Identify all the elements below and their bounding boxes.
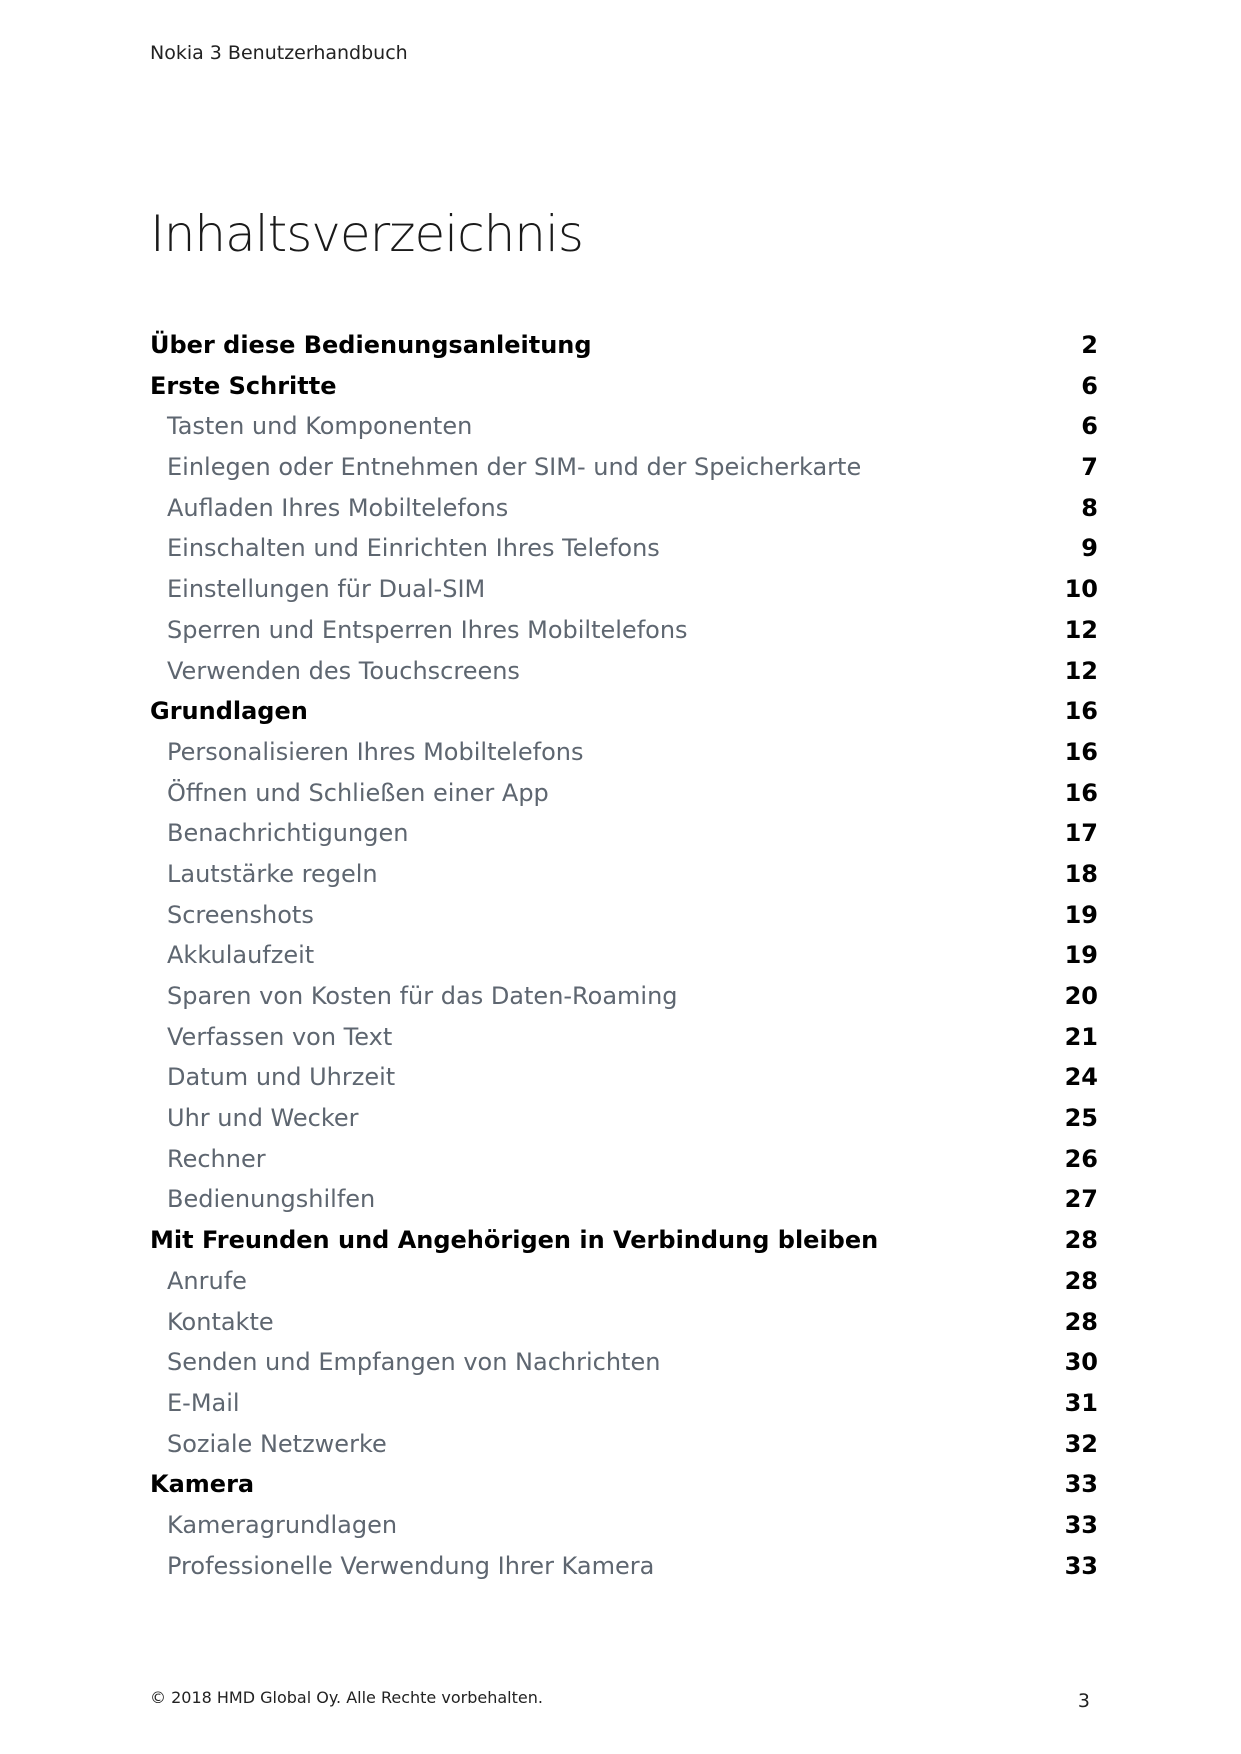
toc-section-entry[interactable]: [150, 325, 1098, 366]
toc-entry-page-number: 10: [1064, 575, 1098, 604]
toc-entry-label: Sparen von Kosten für das Daten-Roaming: [167, 982, 678, 1010]
toc-entry-page-number: 33: [1064, 1551, 1098, 1580]
toc-subsection-entry[interactable]: [150, 406, 1098, 447]
toc-entry-label: Verfassen von Text: [167, 1022, 393, 1051]
toc-entry-page-number: 28: [1064, 1307, 1098, 1336]
toc-subsection-entry[interactable]: [150, 732, 1098, 773]
toc-section-entry[interactable]: [150, 1220, 1098, 1261]
toc-subsection-entry[interactable]: [150, 610, 1098, 651]
toc-entry-label: Einstellungen für Dual-SIM: [167, 575, 486, 604]
toc-entry-label: Datum und Uhrzeit: [167, 1063, 396, 1092]
toc-entry-label: Soziale Netzwerke: [167, 1429, 387, 1458]
toc-entry-page-number: 28: [1064, 1226, 1098, 1255]
toc-entry-page-number: 16: [1064, 778, 1098, 807]
toc-entry-page-number: 18: [1064, 859, 1098, 888]
toc-entry-page-number: 28: [1064, 1266, 1098, 1295]
toc-entry-page-number: 17: [1064, 819, 1098, 848]
toc-entry-label: Akkulaufzeit: [167, 941, 315, 970]
toc-entry-page-number: 19: [1064, 941, 1098, 970]
toc-entry-label: Bedienungshilfen: [167, 1185, 376, 1214]
toc-entry-page-number: 25: [1064, 1104, 1098, 1133]
toc-entry-label: Tasten und Komponenten: [167, 412, 473, 441]
toc-entry-label: Kameragrundlagen: [167, 1510, 398, 1539]
toc-entry-page-number: 6: [1081, 412, 1098, 441]
toc-entry-page-number: 26: [1064, 1144, 1098, 1173]
toc-entry-label: Mit Freunden und Angehörigen in Verbindung bleiben: [150, 1226, 879, 1255]
toc-entry-label: Kontakte: [167, 1307, 274, 1336]
toc-subsection-entry[interactable]: [150, 1057, 1098, 1098]
toc-entry-label: Grundlagen: [150, 697, 308, 726]
footer-copyright: © 2018 HMD Global Oy. Alle Rechte vorbehalten.: [150, 1688, 543, 1707]
toc-subsection-entry[interactable]: [150, 447, 1098, 488]
toc-subsection-entry[interactable]: [150, 895, 1098, 936]
toc-subsection-entry[interactable]: [150, 1342, 1098, 1383]
toc-subsection-entry[interactable]: [150, 1302, 1098, 1343]
toc-subsection-entry[interactable]: [150, 773, 1098, 814]
toc-entry-label: Über diese Bedienungsanleitung: [150, 331, 592, 359]
toc-subsection-entry[interactable]: [150, 854, 1098, 895]
toc-subsection-entry[interactable]: [150, 1505, 1098, 1546]
toc-entry-page-number: 12: [1064, 656, 1098, 685]
toc-subsection-entry[interactable]: [150, 488, 1098, 529]
toc-entry-label: Erste Schritte: [150, 371, 337, 400]
toc-entry-label: Professionelle Verwendung Ihrer Kamera: [167, 1551, 655, 1580]
toc-entry-label: Anrufe: [167, 1266, 247, 1295]
toc-entry-label: E-Mail: [167, 1388, 240, 1417]
toc-section-entry[interactable]: [150, 1464, 1098, 1505]
toc-entry-label: Screenshots: [167, 900, 314, 929]
toc-entry-label: Sperren und Entsperren Ihres Mobiltelefons: [167, 615, 688, 644]
toc-entry-page-number: 21: [1064, 1022, 1098, 1051]
toc-entry-page-number: 31: [1064, 1388, 1098, 1417]
toc-section-entry[interactable]: [150, 366, 1098, 407]
toc-subsection-entry[interactable]: [150, 1546, 1098, 1587]
toc-entry-page-number: 20: [1064, 982, 1098, 1010]
toc-subsection-entry[interactable]: [150, 935, 1098, 976]
toc-entry-label: Rechner: [167, 1144, 266, 1173]
toc-entry-page-number: 7: [1081, 453, 1098, 482]
toc-entry-label: Kamera: [150, 1470, 255, 1499]
toc-entry-page-number: 8: [1081, 493, 1098, 522]
footer-page-number: 3: [1077, 1690, 1090, 1712]
toc-subsection-entry[interactable]: [150, 569, 1098, 610]
toc-subsection-entry[interactable]: [150, 651, 1098, 692]
toc-subsection-entry[interactable]: [150, 1098, 1098, 1139]
toc-subsection-entry[interactable]: [150, 976, 1098, 1017]
toc-entry-page-number: 27: [1064, 1185, 1098, 1214]
toc-entry-label: Uhr und Wecker: [167, 1104, 359, 1133]
toc-entry-page-number: 33: [1064, 1510, 1098, 1539]
toc-entry-label: Einlegen oder Entnehmen der SIM- und der Speicherkarte: [167, 453, 862, 482]
toc-subsection-entry[interactable]: [150, 1261, 1098, 1302]
toc-entry-page-number: 19: [1064, 900, 1098, 929]
toc-entry-label: Personalisieren Ihres Mobiltelefons: [167, 737, 584, 766]
toc-subsection-entry[interactable]: [150, 1017, 1098, 1058]
toc-entry-page-number: 6: [1081, 371, 1098, 400]
toc-subsection-entry[interactable]: [150, 1139, 1098, 1180]
toc-entry-page-number: 30: [1064, 1348, 1098, 1377]
document-header: Nokia 3 Benutzerhandbuch: [150, 42, 408, 64]
table-of-contents: [150, 325, 1098, 1586]
toc-section-entry[interactable]: [150, 691, 1098, 732]
toc-entry-label: Öffnen und Schließen einer App: [167, 778, 549, 807]
toc-entry-page-number: 32: [1064, 1429, 1098, 1458]
toc-entry-page-number: 16: [1064, 697, 1098, 726]
toc-entry-page-number: 24: [1064, 1063, 1098, 1092]
toc-entry-page-number: 33: [1064, 1470, 1098, 1499]
toc-entry-page-number: 16: [1064, 737, 1098, 766]
toc-subsection-entry[interactable]: [150, 813, 1098, 854]
toc-subsection-entry[interactable]: [150, 1179, 1098, 1220]
toc-subsection-entry[interactable]: [150, 528, 1098, 569]
toc-entry-label: Benachrichtigungen: [167, 819, 409, 848]
toc-entry-label: Lautstärke regeln: [167, 859, 378, 888]
toc-subsection-entry[interactable]: [150, 1424, 1098, 1465]
toc-entry-label: Verwenden des Touchscreens: [167, 656, 520, 685]
toc-entry-label: Aufladen Ihres Mobiltelefons: [167, 493, 509, 522]
page-title: Inhaltsverzeichnis: [150, 205, 583, 263]
toc-subsection-entry[interactable]: [150, 1383, 1098, 1424]
toc-entry-page-number: 12: [1064, 615, 1098, 644]
toc-entry-page-number: 2: [1081, 331, 1098, 359]
toc-entry-page-number: 9: [1081, 534, 1098, 563]
toc-entry-label: Einschalten und Einrichten Ihres Telefons: [167, 534, 660, 563]
toc-entry-label: Senden und Empfangen von Nachrichten: [167, 1348, 661, 1377]
